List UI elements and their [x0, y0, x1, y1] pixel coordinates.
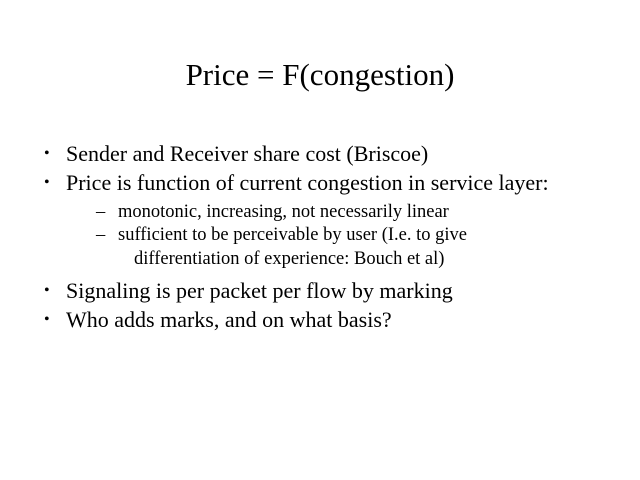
- sub-list-item-text-continued: differentiation of experience: Bouch et al): [134, 248, 445, 269]
- dash-marker-icon: –: [96, 225, 106, 246]
- list-item: [40, 169, 610, 271]
- bullet-marker-icon: •: [44, 145, 50, 162]
- bullet-list: [40, 140, 610, 334]
- list-item: [40, 277, 610, 305]
- sub-bullet-list: [66, 201, 610, 270]
- sub-list-item: [66, 201, 610, 224]
- dash-marker-icon: –: [96, 202, 106, 223]
- list-item-text: Who adds marks, and on what basis?: [66, 306, 392, 332]
- sub-list-item-text: monotonic, increasing, not necessarily linear: [118, 202, 449, 223]
- list-item-text: Price is function of current congestion in service layer:: [66, 170, 549, 196]
- bullet-marker-icon: •: [44, 281, 50, 299]
- bullet-marker-icon: •: [44, 174, 50, 192]
- sub-list-item: [66, 224, 610, 270]
- sub-list-item-text: sufficient to be perceivable by user (I.e. to give: [118, 225, 467, 246]
- slide-title: Price = F(congestion): [185, 57, 455, 92]
- list-item-text: Signaling is per packet per flow by marking: [66, 277, 453, 303]
- slide-body: [40, 140, 610, 335]
- bullet-marker-icon: •: [44, 310, 50, 328]
- list-item: [40, 140, 610, 168]
- list-item-text: Sender and Receiver share cost (Briscoe): [66, 141, 429, 166]
- list-item: [40, 306, 610, 334]
